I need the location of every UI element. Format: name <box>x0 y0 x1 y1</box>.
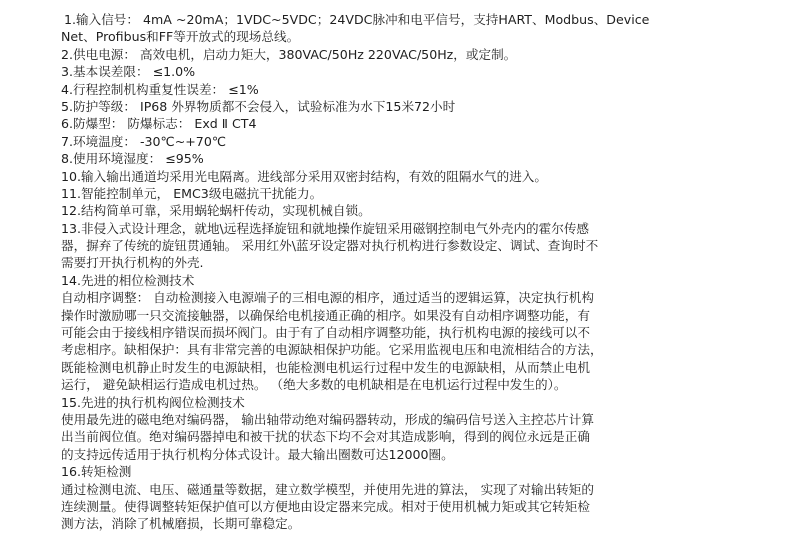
spec-line-ambient-temperature: 7.环境温度： -30℃~+70℃ <box>61 133 226 149</box>
section-heading-phase-detection: 14.先进的相位检测技术 <box>61 272 195 288</box>
spec-line-structure: 12.结构简单可靠，采用蜗轮蜗杆传动，实现机械自锁。 <box>61 203 371 219</box>
valve-paragraph-line: 的支持远传适用于执行机构分体式设计。最大输出圈数可达12000圈。 <box>61 446 454 462</box>
section-heading-valve-position: 15.先进的执行机构阀位检测技术 <box>61 394 245 410</box>
phase-paragraph-line: 操作时激励哪一只交流接触器，以确保给电机接通正确的相序。如果没有自动相序调整功能，有 <box>61 307 590 323</box>
spec-line-emc: 11.智能控制单元， EMC3级电磁抗干扰能力。 <box>61 185 323 201</box>
phase-paragraph-line: 考虑相序。缺相保护：具有非常完善的电源缺相保护功能。它采用监视电压和电流相结合的方法， <box>61 342 603 358</box>
spec-line-repeatability: 4.行程控制机构重复性误差： ≤1% <box>61 81 259 97</box>
spec-line-non-intrusive-2: 器，摒弃了传统的旋钮贯通轴。 采用红外\蓝牙设定器对执行机构进行参数设定、调试、查询时不 <box>61 238 599 254</box>
valve-paragraph-line: 出当前阀位值。绝对编码器掉电和被干扰的状态下均不会对其造成影响，得到的阀位永远是正确 <box>61 429 590 445</box>
phase-paragraph-line: 既能检测电机静止时发生的电源缺相，也能检测电机运行过程中发生的电源缺相，从而禁止电机 <box>61 359 590 375</box>
spec-line-power-supply: 2.供电电源： 高效电机，启动力矩大，380VAC/50Hz 220VAC/50Hz，或定制。 <box>61 46 517 62</box>
spec-line-isolation: 10.输入输出通道均采用光电隔离。进线部分采用双密封结构，有效的阻隔水气的进入。 <box>61 168 547 184</box>
spec-line-input-signal: 1.输入信号： 4mA ~20mA；1VDC~5VDC；24VDC脉冲和电平信号，支持HART、Modbus、Device <box>64 12 650 27</box>
torque-paragraph-line: 连续测量。使得调整转矩保护值可以方便地由设定器来完成。相对于使用机械力矩或其它转矩检 <box>61 498 590 514</box>
spec-line-non-intrusive-3: 需要打开执行机构的外壳. <box>61 255 204 271</box>
phase-paragraph-line: 运行， 避免缺相运行造成电机过热。 （绝大多数的电机缺相是在电机运行过程中发生的）。 <box>61 377 567 393</box>
section-heading-torque: 16.转矩检测 <box>61 464 132 480</box>
spec-line-non-intrusive-1: 13.非侵入式设计理念，就地\远程选择旋钮和就地操作旋钮采用磁钢控制电气外壳内的霍尔传感 <box>61 220 590 236</box>
torque-paragraph-line: 测方法，消除了机械磨损，长期可靠稳定。 <box>61 516 301 532</box>
spec-line-explosion-proof: 6.防爆型： 防爆标志： Exd Ⅱ CT4 <box>61 116 257 132</box>
spec-line-basic-error: 3.基本误差限： ≤1.0% <box>61 64 196 80</box>
spec-line-humidity: 8.使用环境湿度： ≤95% <box>61 151 204 167</box>
phase-paragraph-line: 可能会由于接线相序错误而损坏阀门。由于有了自动相序调整功能，执行机构电源的接线可以不 <box>61 325 590 341</box>
spec-line-protection-grade: 5.防护等级： IP68 外界物质都不会侵入，试验标准为水下15米72小时 <box>61 98 456 114</box>
valve-paragraph-line: 使用最先进的磁电绝对编码器， 输出轴带动绝对编码器转动，形成的编码信号送入主控芯片计算 <box>61 411 594 427</box>
spec-line-fieldbus: Net、Profibus和FF等开放式的现场总线。 <box>61 29 300 45</box>
torque-paragraph-line: 通过检测电流、电压、磁通量等数据，建立数学模型，并使用先进的算法， 实现了对输出转矩的 <box>61 481 594 497</box>
phase-paragraph-line: 自动相序调整： 自动检测接入电源端子的三相电源的相序，通过适当的逻辑运算，决定执行机构 <box>61 290 594 306</box>
